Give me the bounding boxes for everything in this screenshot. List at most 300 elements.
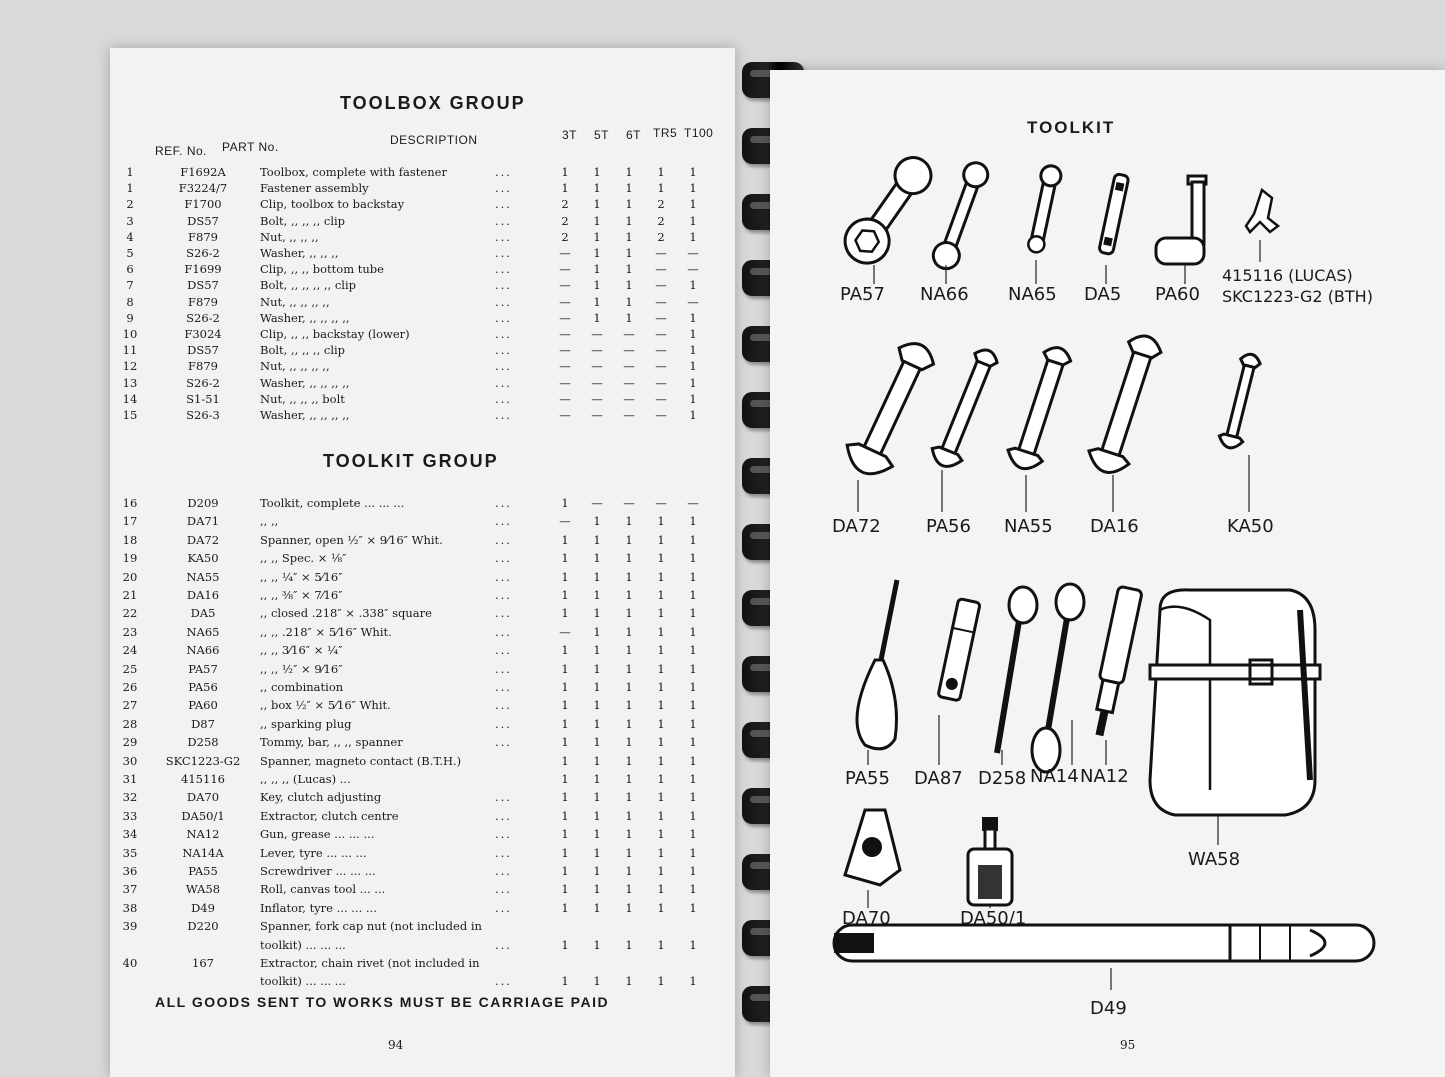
part-number: KA50 <box>187 551 219 566</box>
description: Bolt, ,, ,, ,, clip <box>260 343 346 358</box>
quantity-cell: 1 <box>657 606 665 621</box>
leader-dots: ... <box>495 680 512 694</box>
quantity-cell: 1 <box>561 532 569 547</box>
quantity-cell: 1 <box>689 359 697 374</box>
ref-number: 31 <box>122 772 138 786</box>
quantity-cell: 1 <box>625 735 633 750</box>
table-row <box>110 262 730 278</box>
page-number-right: 95 <box>1120 1038 1136 1052</box>
left-page <box>110 48 735 1077</box>
quantity-cell: 1 <box>625 753 633 768</box>
description: ,, closed .218″ × .338″ square <box>260 606 432 621</box>
leader-dots: ... <box>495 661 512 676</box>
quantity-cell: 1 <box>561 937 569 952</box>
leader-dots: ... <box>495 496 512 510</box>
description: ,, ,, ,, (Lucas) ... <box>260 772 351 786</box>
description: Spanner, fork cap nut (not included in <box>260 919 482 934</box>
ref-number: 35 <box>122 845 138 860</box>
table-row <box>110 662 730 678</box>
quantity-cell: — <box>655 262 667 277</box>
quantity-cell: 1 <box>625 845 633 860</box>
table-row <box>110 882 730 898</box>
quantity-cell: 1 <box>625 772 633 786</box>
leader-dots: ... <box>495 229 512 244</box>
ref-number: 21 <box>122 588 138 602</box>
ref-number: 19 <box>122 551 138 566</box>
quantity-cell: 1 <box>657 772 665 786</box>
quantity-cell: 1 <box>657 974 665 989</box>
quantity-cell: 1 <box>689 845 697 860</box>
leader-dots: ... <box>495 790 512 805</box>
label-ka50: KA50 <box>1227 516 1274 537</box>
description: Washer, ,, ,, ,, ,, <box>260 375 350 390</box>
quantity-cell: 1 <box>689 391 697 406</box>
table-row <box>110 809 730 825</box>
part-number: F879 <box>188 359 218 374</box>
table-row <box>110 246 730 262</box>
leader-dots: ... <box>495 278 512 293</box>
quantity-cell: 2 <box>657 213 665 228</box>
part-number: F3224/7 <box>178 181 228 196</box>
ref-number: 29 <box>122 735 138 750</box>
description: toolkit) ... ... ... <box>260 974 346 989</box>
quantity-cell: — <box>687 294 699 309</box>
table-row <box>110 533 730 549</box>
quantity-cell: 1 <box>689 606 697 621</box>
quantity-cell: 1 <box>593 181 601 196</box>
ref-number: 12 <box>122 359 138 374</box>
description: ,, sparking plug <box>260 716 352 731</box>
quantity-cell: 1 <box>689 569 697 584</box>
quantity-cell: — <box>655 246 667 260</box>
quantity-cell: 1 <box>625 588 633 602</box>
quantity-cell: — <box>655 310 667 325</box>
quantity-cell: 1 <box>689 753 697 768</box>
quantity-cell: 1 <box>593 165 601 179</box>
table-row <box>110 496 730 512</box>
quantity-cell: — <box>591 408 603 422</box>
quantity-cell: 1 <box>657 790 665 805</box>
leader-dots: ... <box>495 165 512 179</box>
quantity-cell: 1 <box>561 882 569 897</box>
ref-number: 22 <box>122 606 138 621</box>
table-row <box>110 588 730 604</box>
ref-number: 30 <box>122 753 138 768</box>
part-number: NA65 <box>186 624 220 639</box>
quantity-cell: 1 <box>561 661 569 676</box>
table-row <box>110 606 730 622</box>
leader-dots: ... <box>495 864 512 878</box>
quantity-cell: — <box>591 496 603 510</box>
part-number: WA58 <box>185 882 221 897</box>
ref-number: 16 <box>122 496 138 510</box>
quantity-cell: 1 <box>561 551 569 566</box>
ref-number: 33 <box>122 808 138 823</box>
open-spanner-na55-icon <box>1000 340 1080 480</box>
label-da5: DA5 <box>1084 284 1122 305</box>
label-da16: DA16 <box>1090 516 1139 537</box>
part-number: NA14A <box>182 845 224 860</box>
clutch-extractor-da501-icon <box>960 815 1020 910</box>
leader-dots: ... <box>495 246 512 260</box>
quantity-cell: 1 <box>593 772 601 786</box>
description: toolkit) ... ... ... <box>260 937 346 952</box>
quantity-cell: — <box>655 391 667 406</box>
quantity-cell: 1 <box>561 588 569 602</box>
leader-dots: ... <box>495 213 512 228</box>
table-row <box>110 514 730 530</box>
quantity-cell: — <box>591 359 603 374</box>
quantity-cell: 1 <box>689 551 697 566</box>
quantity-cell: 1 <box>593 624 601 639</box>
quantity-cell: 1 <box>689 716 697 731</box>
quantity-cell: 1 <box>561 864 569 878</box>
table-row <box>110 827 730 843</box>
part-number: D209 <box>187 496 219 510</box>
quantity-cell: 1 <box>689 375 697 390</box>
quantity-cell: 1 <box>689 772 697 786</box>
label-d49: D49 <box>1090 998 1127 1019</box>
quantity-cell: 1 <box>593 310 601 325</box>
leader-dots: ... <box>495 514 512 529</box>
leader-dots: ... <box>495 310 512 325</box>
quantity-cell: 1 <box>625 532 633 547</box>
description: Tommy, bar, ,, ,, spanner <box>260 735 403 750</box>
ref-number: 2 <box>126 197 134 212</box>
part-number: DA71 <box>186 514 220 529</box>
quantity-cell: 1 <box>593 882 601 897</box>
quantity-cell: 1 <box>657 680 665 694</box>
quantity-cell: 1 <box>625 624 633 639</box>
quantity-cell: 1 <box>689 808 697 823</box>
ref-number: 37 <box>122 882 138 897</box>
page-number-left: 94 <box>388 1038 404 1052</box>
leader-dots: ... <box>495 827 512 842</box>
ref-number: 23 <box>122 624 138 639</box>
quantity-cell: 1 <box>689 900 697 915</box>
part-number: S26-2 <box>186 310 220 325</box>
part-number: F1700 <box>184 197 222 212</box>
quantity-cell: 1 <box>593 790 601 805</box>
quantity-cell: 1 <box>561 808 569 823</box>
quantity-cell: 1 <box>593 532 601 547</box>
quantity-cell: 1 <box>561 165 569 179</box>
quantity-cell: 1 <box>689 864 697 878</box>
quantity-cell: — <box>655 375 667 390</box>
quantity-cell: 1 <box>593 213 601 228</box>
leader-dots: ... <box>495 408 512 422</box>
quantity-cell: — <box>559 514 571 529</box>
description: Clip, toolbox to backstay <box>260 197 405 212</box>
quantity-cell: 1 <box>593 606 601 621</box>
ref-number: 26 <box>122 680 138 694</box>
quantity-cell: 1 <box>625 643 633 658</box>
quantity-cell: 1 <box>625 974 633 989</box>
carriage-paid-note: ALL GOODS SENT TO WORKS MUST BE CARRIAGE PAID <box>155 994 610 1010</box>
leader-dots: ... <box>495 532 512 547</box>
part-number: D220 <box>187 919 219 934</box>
quantity-cell: — <box>591 391 603 406</box>
quantity-cell: 1 <box>561 900 569 915</box>
description: Gun, grease ... ... ... <box>260 827 375 842</box>
label-na55: NA55 <box>1004 516 1053 537</box>
leader-dots: ... <box>495 808 512 823</box>
quantity-cell: 1 <box>657 864 665 878</box>
quantity-cell: 1 <box>625 900 633 915</box>
quantity-cell: 1 <box>657 643 665 658</box>
part-number: SKC1223-G2 <box>165 753 241 768</box>
ref-number: 17 <box>122 514 138 529</box>
quantity-cell: 1 <box>689 213 697 228</box>
table-row <box>110 956 730 972</box>
leader-dots: ... <box>495 343 512 358</box>
clutch-key-da70-icon <box>840 805 910 890</box>
table-row <box>110 772 730 788</box>
description: Nut, ,, ,, ,, ,, <box>260 294 330 309</box>
description: Inflator, tyre ... ... ... <box>260 900 377 915</box>
part-number: DA72 <box>186 532 220 547</box>
table-row <box>110 570 730 586</box>
table-row <box>110 846 730 862</box>
table-row <box>110 643 730 659</box>
description: Roll, canvas tool ... ... <box>260 882 386 897</box>
quantity-cell: 2 <box>561 213 569 228</box>
quantity-cell: 1 <box>561 772 569 786</box>
quantity-cell: 1 <box>657 569 665 584</box>
part-number: NA55 <box>186 569 220 584</box>
quantity-cell: — <box>559 359 571 374</box>
table-row <box>110 790 730 806</box>
ref-number: 10 <box>122 327 138 341</box>
description: Clip, ,, ,, bottom tube <box>260 262 384 277</box>
toolkit-group-title: TOOLKIT GROUP <box>323 451 499 471</box>
label-pa60: PA60 <box>1155 284 1200 305</box>
quantity-cell: 1 <box>689 680 697 694</box>
quantity-cell: 1 <box>689 343 697 358</box>
label-d258: D258 <box>978 768 1027 789</box>
table-row <box>110 359 730 375</box>
quantity-cell: 2 <box>561 229 569 244</box>
part-number: F879 <box>188 229 218 244</box>
label-na66: NA66 <box>920 284 969 305</box>
quantity-cell: 1 <box>625 680 633 694</box>
quantity-cell: 1 <box>561 181 569 196</box>
quantity-cell: 1 <box>625 197 633 212</box>
quantity-cell: 1 <box>689 661 697 676</box>
table-row <box>110 230 730 246</box>
quantity-cell: 1 <box>657 827 665 842</box>
quantity-cell: 1 <box>561 680 569 694</box>
quantity-cell: 1 <box>689 181 697 196</box>
quantity-cell: 1 <box>625 827 633 842</box>
ref-number: 4 <box>126 229 134 244</box>
quantity-cell: — <box>623 343 635 358</box>
quantity-cell: 1 <box>625 882 633 897</box>
toolkit-illustration-title: TOOLKIT <box>1027 118 1116 137</box>
description: ,, ,, Spec. × ⅛″ <box>260 551 347 566</box>
quantity-cell: 1 <box>593 900 601 915</box>
description: Nut, ,, ,, ,, ,, <box>260 359 330 374</box>
header-tr5: TR5 <box>653 126 678 140</box>
table-row <box>110 735 730 751</box>
part-number: DS57 <box>187 213 219 228</box>
quantity-cell: 1 <box>657 181 665 196</box>
table-row <box>110 680 730 696</box>
ref-number: 38 <box>122 900 138 915</box>
quantity-cell: — <box>591 375 603 390</box>
description: Washer, ,, ,, ,, <box>260 246 339 260</box>
quantity-cell: 1 <box>657 532 665 547</box>
table-row <box>110 214 730 230</box>
ref-number: 13 <box>122 375 138 390</box>
quantity-cell: 1 <box>689 408 697 422</box>
description: ,, ,, ⅜″ × 7⁄16″ <box>260 588 343 602</box>
quantity-cell: 1 <box>593 569 601 584</box>
part-number: DS57 <box>187 278 219 293</box>
quantity-cell: 1 <box>593 937 601 952</box>
quantity-cell: 1 <box>657 698 665 713</box>
table-row <box>110 717 730 733</box>
ref-number: 40 <box>122 956 138 970</box>
leader-dots: ... <box>495 643 512 658</box>
quantity-cell: 1 <box>657 624 665 639</box>
ref-number: 14 <box>122 391 138 406</box>
quantity-cell: — <box>559 246 571 260</box>
header-5t: 5T <box>594 128 610 142</box>
leader-dots: ... <box>495 974 512 989</box>
description: Fastener assembly <box>260 181 369 196</box>
description: Clip, ,, ,, backstay (lower) <box>260 327 410 341</box>
ref-number: 5 <box>126 246 134 260</box>
leader-dots: ... <box>495 569 512 584</box>
quantity-cell: — <box>687 262 699 277</box>
quantity-cell: 1 <box>689 327 697 341</box>
leader-dots: ... <box>495 197 512 212</box>
label-da501: DA50/1 <box>960 908 1027 929</box>
quantity-cell: — <box>655 343 667 358</box>
quantity-cell: 1 <box>593 643 601 658</box>
description: ,, ,, <box>260 514 279 529</box>
quantity-cell: — <box>623 375 635 390</box>
table-row <box>110 295 730 311</box>
quantity-cell: 1 <box>593 698 601 713</box>
quantity-cell: 1 <box>657 900 665 915</box>
tool-roll-wa58-icon <box>1140 580 1325 820</box>
description: Washer, ,, ,, ,, ,, <box>260 408 350 422</box>
label-lucas: 415116 (LUCAS) <box>1222 266 1353 285</box>
quantity-cell: 1 <box>561 606 569 621</box>
description: Extractor, chain rivet (not included in <box>260 956 480 970</box>
quantity-cell: 1 <box>657 808 665 823</box>
ref-number: 24 <box>122 643 138 658</box>
description: Toolbox, complete with fastener <box>260 165 447 179</box>
quantity-cell: 1 <box>625 698 633 713</box>
description: Key, clutch adjusting <box>260 790 382 805</box>
leader-dots: ... <box>495 359 512 374</box>
quantity-cell: 1 <box>561 698 569 713</box>
leader-dots: ... <box>495 327 512 341</box>
leader-dots: ... <box>495 294 512 309</box>
leader-dots: ... <box>495 391 512 406</box>
quantity-cell: 1 <box>689 643 697 658</box>
description: Lever, tyre ... ... ... <box>260 845 367 860</box>
quantity-cell: 1 <box>625 165 633 179</box>
quantity-cell: 1 <box>689 532 697 547</box>
part-number: S1-51 <box>186 391 220 406</box>
part-number: DA50/1 <box>181 808 225 823</box>
description: Nut, ,, ,, ,, bolt <box>260 391 345 406</box>
header-3t: 3T <box>562 128 578 142</box>
quantity-cell: — <box>687 246 699 260</box>
quantity-cell: — <box>559 310 571 325</box>
quantity-cell: 1 <box>625 514 633 529</box>
table-row <box>110 938 730 954</box>
header-description: DESCRIPTION <box>390 133 478 147</box>
quantity-cell: 1 <box>593 827 601 842</box>
table-row <box>110 376 730 392</box>
header-6t: 6T <box>626 128 642 142</box>
quantity-cell: 1 <box>657 716 665 731</box>
header-ref: REF. No. <box>155 144 208 158</box>
table-row <box>110 181 730 197</box>
quantity-cell: 2 <box>561 197 569 212</box>
header-part: PART No. <box>222 140 279 154</box>
ref-number: 32 <box>122 790 138 805</box>
quantity-cell: 1 <box>593 588 601 602</box>
open-spanner-da16-icon <box>1080 328 1170 488</box>
quantity-cell: 1 <box>657 514 665 529</box>
quantity-cell: 1 <box>625 569 633 584</box>
part-number: F1699 <box>184 262 222 277</box>
part-number: NA66 <box>186 643 220 658</box>
part-number: S26-3 <box>186 408 220 422</box>
description: ,, combination <box>260 680 344 694</box>
tyre-inflator-d49-icon <box>830 915 1390 970</box>
table-row <box>110 408 730 424</box>
ref-number: 20 <box>122 569 138 584</box>
table-row <box>110 392 730 408</box>
combination-spanner-pa56-icon <box>925 340 1005 480</box>
quantity-cell: 1 <box>657 735 665 750</box>
quantity-cell: — <box>559 624 571 639</box>
quantity-cell: 1 <box>593 262 601 277</box>
part-number: F1692A <box>180 165 226 179</box>
part-number: DA70 <box>186 790 220 805</box>
ref-number: 3 <box>126 213 134 228</box>
quantity-cell: — <box>623 391 635 406</box>
quantity-cell: 1 <box>625 808 633 823</box>
quantity-cell: 1 <box>625 246 633 260</box>
leader-dots: ... <box>495 900 512 915</box>
part-number: 167 <box>192 956 214 970</box>
quantity-cell: 1 <box>593 864 601 878</box>
description: Bolt, ,, ,, ,, clip <box>260 213 346 228</box>
ref-number: 27 <box>122 698 138 713</box>
table-row <box>110 343 730 359</box>
part-number: NA12 <box>186 827 220 842</box>
quantity-cell: 1 <box>625 213 633 228</box>
ref-number: 15 <box>122 408 138 422</box>
ref-number: 1 <box>126 181 134 196</box>
table-row <box>110 197 730 213</box>
quantity-cell: 2 <box>657 197 665 212</box>
table-row <box>110 278 730 294</box>
quantity-cell: — <box>559 343 571 358</box>
table-row <box>110 901 730 917</box>
quantity-cell: 1 <box>593 753 601 768</box>
leader-dots: ... <box>495 735 512 750</box>
description: ,, ,, ¼″ × 5⁄16″ <box>260 569 343 584</box>
